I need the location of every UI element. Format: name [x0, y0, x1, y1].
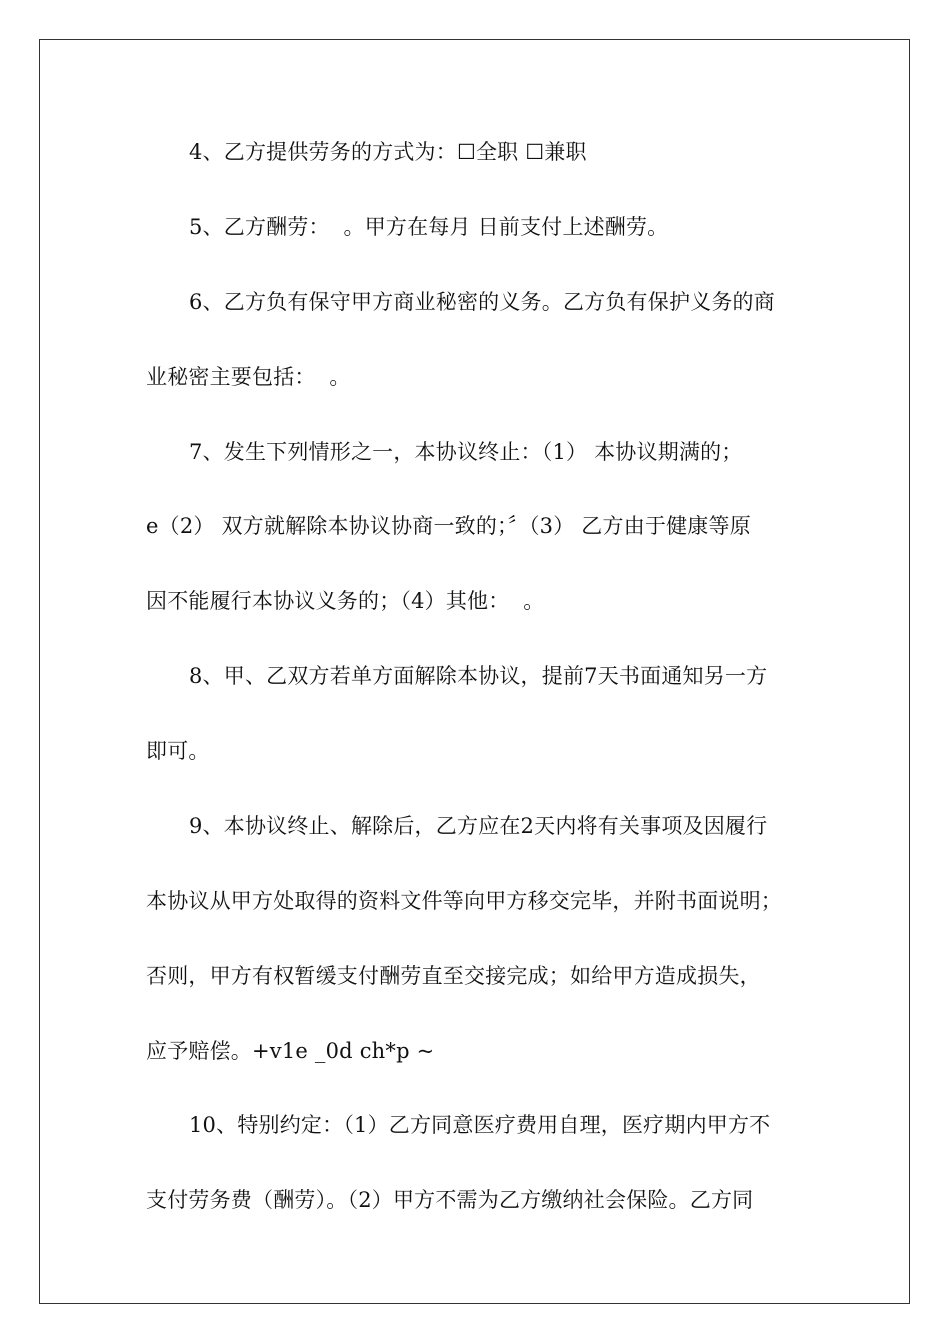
- clause-9-line-1: 9、本协议终止、解除后，乙方应在2天内将有关事项及因履行: [189, 814, 768, 838]
- clause-9-line-2: 本协议从甲方处取得的资料文件等向甲方移交完毕，并附书面说明；: [146, 889, 782, 913]
- clause-4-line: 4、乙方提供劳务的方式为：☐全职 ☐兼职: [189, 140, 587, 164]
- clause-9-line-3: 否则，甲方有权暂缓支付酬劳直至交接完成；如给甲方造成损失，: [146, 964, 761, 988]
- clause-8-line-2: 即可。: [146, 739, 210, 763]
- clause-6-line-1: 6、乙方负有保守甲方商业秘密的义务。乙方负有保护义务的商: [189, 290, 775, 314]
- clause-9-line-4: 应予赔偿。+v1e _0d ch*p ~: [146, 1039, 435, 1063]
- clause-8-line-1: 8、甲、乙双方若单方面解除本协议，提前7天书面通知另一方: [189, 664, 768, 688]
- clause-10-line-1: 10、特别约定：（1）乙方同意医疗费用自理，医疗期内甲方不: [189, 1113, 771, 1137]
- clause-6-line-2: 业秘密主要包括： 。: [146, 365, 351, 389]
- clause-7-line-1: 7、发生下列情形之一，本协议终止：（1） 本协议期满的；: [189, 440, 743, 464]
- clause-7-line-3: 因不能履行本协议义务的；（4）其他： 。: [146, 589, 545, 613]
- clause-10-line-2: 支付劳务费（酬劳）。（2）甲方不需为乙方缴纳社会保险。乙方同: [146, 1188, 754, 1212]
- clause-7-line-2: e（2） 双方就解除本协议协商一致的；〞（3） 乙方由于健康等原: [146, 514, 751, 538]
- clause-5-line: 5、乙方酬劳： 。甲方在每月 日前支付上述酬劳。: [189, 215, 669, 239]
